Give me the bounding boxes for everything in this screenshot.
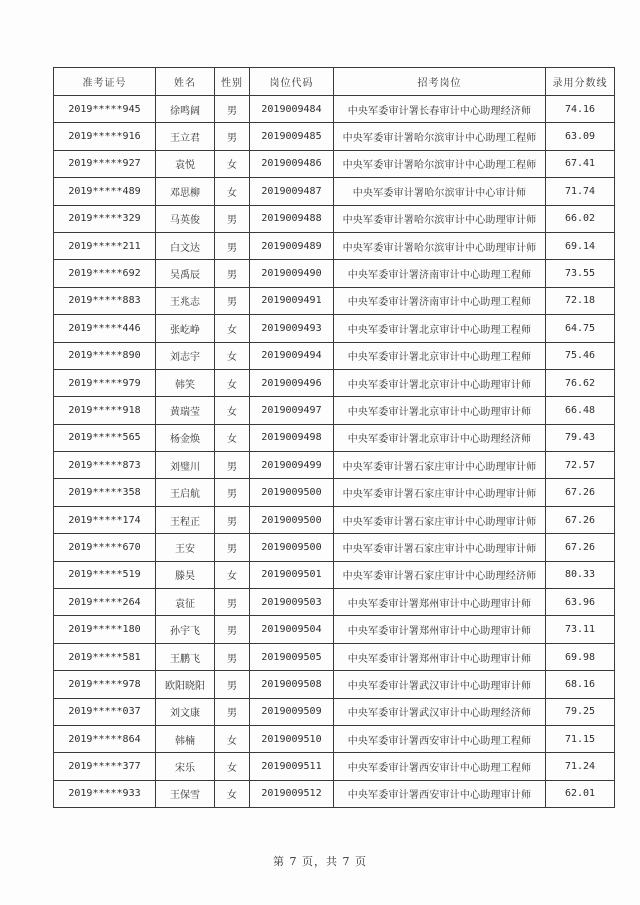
cell-position-code: 2019009484 — [250, 96, 334, 123]
cell-name: 杨金焕 — [156, 424, 215, 451]
cell-exam-id: 2019*****377 — [54, 753, 156, 780]
cell-score: 79.43 — [546, 424, 615, 451]
cell-name: 张屹峥 — [156, 315, 215, 342]
cell-score: 80.33 — [546, 561, 615, 588]
page-number: 第 7 页，共 7 页 — [273, 855, 367, 868]
cell-position-code: 2019009497 — [250, 397, 334, 424]
cell-gender: 男 — [215, 506, 250, 533]
cell-gender: 女 — [215, 561, 250, 588]
cell-exam-id: 2019*****037 — [54, 698, 156, 725]
cell-position: 中央军委审计署北京审计中心助理经济师 — [334, 424, 546, 451]
cell-gender: 男 — [215, 479, 250, 506]
table-row — [54, 725, 615, 752]
cell-exam-id: 2019*****978 — [54, 671, 156, 698]
cell-gender: 女 — [215, 725, 250, 752]
cell-score: 79.25 — [546, 698, 615, 725]
cell-exam-id: 2019*****890 — [54, 342, 156, 369]
cell-score: 72.18 — [546, 287, 615, 314]
cell-position: 中央军委审计署北京审计中心助理工程师 — [334, 315, 546, 342]
cell-gender: 男 — [215, 205, 250, 232]
cell-score: 63.96 — [546, 589, 615, 616]
table-row — [54, 315, 615, 342]
cell-position: 中央军委审计署石家庄审计中心助理经济师 — [334, 561, 546, 588]
cell-exam-id: 2019*****358 — [54, 479, 156, 506]
cell-position: 中央军委审计署郑州审计中心助理审计师 — [334, 643, 546, 670]
cell-score: 71.24 — [546, 753, 615, 780]
cell-gender: 男 — [215, 616, 250, 643]
cell-score: 71.74 — [546, 178, 615, 205]
cell-name: 吴禹辰 — [156, 260, 215, 287]
table-row — [54, 369, 615, 396]
cell-gender: 男 — [215, 671, 250, 698]
cell-position-code: 2019009496 — [250, 369, 334, 396]
table-row — [54, 287, 615, 314]
cell-gender: 女 — [215, 150, 250, 177]
cell-score: 67.26 — [546, 479, 615, 506]
cell-name: 王保雪 — [156, 780, 215, 807]
admission-score-table — [53, 67, 615, 808]
table-row — [54, 205, 615, 232]
cell-position-code: 2019009491 — [250, 287, 334, 314]
cell-name: 王鹏飞 — [156, 643, 215, 670]
cell-position: 中央军委审计署西安审计中心助理工程师 — [334, 753, 546, 780]
cell-position-code: 2019009512 — [250, 780, 334, 807]
table-row — [54, 506, 615, 533]
cell-position: 中央军委审计署北京审计中心助理审计师 — [334, 397, 546, 424]
cell-exam-id: 2019*****581 — [54, 643, 156, 670]
cell-name: 滕昊 — [156, 561, 215, 588]
cell-position-code: 2019009509 — [250, 698, 334, 725]
table-row — [54, 123, 615, 150]
cell-position-code: 2019009505 — [250, 643, 334, 670]
cell-position: 中央军委审计署西安审计中心助理工程师 — [334, 725, 546, 752]
cell-name: 宋乐 — [156, 753, 215, 780]
table-row — [54, 780, 615, 807]
cell-exam-id: 2019*****446 — [54, 315, 156, 342]
cell-position: 中央军委审计署济南审计中心助理工程师 — [334, 260, 546, 287]
table-header-row — [54, 68, 615, 96]
cell-score: 68.16 — [546, 671, 615, 698]
cell-name: 袁悦 — [156, 150, 215, 177]
cell-position: 中央军委审计署哈尔滨审计中心助理审计师 — [334, 232, 546, 259]
cell-gender: 女 — [215, 753, 250, 780]
cell-score: 62.01 — [546, 780, 615, 807]
header-score: 录用分数线 — [546, 68, 615, 96]
cell-position: 中央军委审计署哈尔滨审计中心助理审计师 — [334, 205, 546, 232]
cell-score: 67.41 — [546, 150, 615, 177]
cell-position: 中央军委审计署石家庄审计中心助理审计师 — [334, 506, 546, 533]
cell-exam-id: 2019*****883 — [54, 287, 156, 314]
cell-name: 王程正 — [156, 506, 215, 533]
cell-position: 中央军委审计署石家庄审计中心助理审计师 — [334, 452, 546, 479]
cell-exam-id: 2019*****918 — [54, 397, 156, 424]
header-gender: 性别 — [215, 68, 250, 96]
cell-score: 74.16 — [546, 96, 615, 123]
cell-score: 72.57 — [546, 452, 615, 479]
table-row — [54, 452, 615, 479]
cell-score: 75.46 — [546, 342, 615, 369]
cell-position-code: 2019009500 — [250, 479, 334, 506]
cell-exam-id: 2019*****211 — [54, 232, 156, 259]
cell-exam-id: 2019*****174 — [54, 506, 156, 533]
cell-score: 67.26 — [546, 534, 615, 561]
cell-position: 中央军委审计署武汉审计中心助理经济师 — [334, 698, 546, 725]
cell-score: 69.14 — [546, 232, 615, 259]
cell-gender: 女 — [215, 780, 250, 807]
cell-gender: 男 — [215, 287, 250, 314]
cell-exam-id: 2019*****180 — [54, 616, 156, 643]
cell-exam-id: 2019*****565 — [54, 424, 156, 451]
cell-position: 中央军委审计署郑州审计中心助理审计师 — [334, 616, 546, 643]
cell-exam-id: 2019*****927 — [54, 150, 156, 177]
cell-gender: 男 — [215, 698, 250, 725]
cell-name: 刘文康 — [156, 698, 215, 725]
cell-position-code: 2019009501 — [250, 561, 334, 588]
cell-gender: 男 — [215, 260, 250, 287]
cell-gender: 女 — [215, 315, 250, 342]
cell-gender: 男 — [215, 232, 250, 259]
cell-name: 白文达 — [156, 232, 215, 259]
cell-position-code: 2019009511 — [250, 753, 334, 780]
header-position: 招考岗位 — [334, 68, 546, 96]
cell-position-code: 2019009500 — [250, 506, 334, 533]
cell-score: 66.48 — [546, 397, 615, 424]
header-name: 姓名 — [156, 68, 215, 96]
cell-position-code: 2019009487 — [250, 178, 334, 205]
cell-exam-id: 2019*****670 — [54, 534, 156, 561]
cell-exam-id: 2019*****692 — [54, 260, 156, 287]
cell-name: 马英俊 — [156, 205, 215, 232]
cell-position-code: 2019009485 — [250, 123, 334, 150]
cell-name: 刘璧川 — [156, 452, 215, 479]
table-row — [54, 479, 615, 506]
cell-position: 中央军委审计署哈尔滨审计中心助理工程师 — [334, 150, 546, 177]
cell-gender: 男 — [215, 123, 250, 150]
cell-exam-id: 2019*****873 — [54, 452, 156, 479]
cell-exam-id: 2019*****264 — [54, 589, 156, 616]
cell-exam-id: 2019*****916 — [54, 123, 156, 150]
cell-position-code: 2019009488 — [250, 205, 334, 232]
table-row — [54, 397, 615, 424]
table-row — [54, 698, 615, 725]
cell-position: 中央军委审计署哈尔滨审计中心审计师 — [334, 178, 546, 205]
cell-position-code: 2019009493 — [250, 315, 334, 342]
cell-name: 邓思柳 — [156, 178, 215, 205]
cell-gender: 男 — [215, 534, 250, 561]
cell-name: 欧阳晓阳 — [156, 671, 215, 698]
cell-position: 中央军委审计署北京审计中心助理审计师 — [334, 369, 546, 396]
cell-gender: 女 — [215, 178, 250, 205]
table-row — [54, 561, 615, 588]
cell-position-code: 2019009498 — [250, 424, 334, 451]
cell-position-code: 2019009494 — [250, 342, 334, 369]
cell-score: 76.62 — [546, 369, 615, 396]
cell-exam-id: 2019*****945 — [54, 96, 156, 123]
table-row — [54, 150, 615, 177]
cell-position: 中央军委审计署济南审计中心助理工程师 — [334, 287, 546, 314]
cell-name: 刘志宇 — [156, 342, 215, 369]
cell-gender: 男 — [215, 96, 250, 123]
cell-position-code: 2019009486 — [250, 150, 334, 177]
table-row — [54, 589, 615, 616]
cell-name: 徐鸣阔 — [156, 96, 215, 123]
cell-name: 王启航 — [156, 479, 215, 506]
cell-name: 袁征 — [156, 589, 215, 616]
cell-score: 64.75 — [546, 315, 615, 342]
cell-score: 71.15 — [546, 725, 615, 752]
table-row — [54, 96, 615, 123]
cell-score: 69.98 — [546, 643, 615, 670]
cell-name: 王立君 — [156, 123, 215, 150]
cell-name: 王兆志 — [156, 287, 215, 314]
cell-position: 中央军委审计署北京审计中心助理工程师 — [334, 342, 546, 369]
cell-position: 中央军委审计署西安审计中心助理审计师 — [334, 780, 546, 807]
table-row — [54, 260, 615, 287]
table-row — [54, 342, 615, 369]
table-row — [54, 424, 615, 451]
cell-position-code: 2019009504 — [250, 616, 334, 643]
header-position-code: 岗位代码 — [250, 68, 334, 96]
cell-name: 王安 — [156, 534, 215, 561]
table-row — [54, 534, 615, 561]
cell-gender: 男 — [215, 643, 250, 670]
cell-position-code: 2019009489 — [250, 232, 334, 259]
cell-score: 73.11 — [546, 616, 615, 643]
cell-name: 孙宇飞 — [156, 616, 215, 643]
table-row — [54, 671, 615, 698]
cell-name: 黄瑞莹 — [156, 397, 215, 424]
cell-exam-id: 2019*****329 — [54, 205, 156, 232]
cell-gender: 女 — [215, 397, 250, 424]
cell-position-code: 2019009510 — [250, 725, 334, 752]
cell-gender: 女 — [215, 369, 250, 396]
cell-position: 中央军委审计署长春审计中心助理经济师 — [334, 96, 546, 123]
cell-position: 中央军委审计署石家庄审计中心助理审计师 — [334, 534, 546, 561]
cell-score: 66.02 — [546, 205, 615, 232]
cell-gender: 男 — [215, 589, 250, 616]
table-row — [54, 232, 615, 259]
cell-score: 63.09 — [546, 123, 615, 150]
cell-exam-id: 2019*****519 — [54, 561, 156, 588]
cell-name: 韩楠 — [156, 725, 215, 752]
table-row — [54, 753, 615, 780]
table-row — [54, 616, 615, 643]
cell-position: 中央军委审计署郑州审计中心助理审计师 — [334, 589, 546, 616]
cell-position: 中央军委审计署哈尔滨审计中心助理工程师 — [334, 123, 546, 150]
cell-name: 韩笑 — [156, 369, 215, 396]
cell-exam-id: 2019*****979 — [54, 369, 156, 396]
cell-score: 73.55 — [546, 260, 615, 287]
cell-gender: 女 — [215, 424, 250, 451]
cell-position: 中央军委审计署武汉审计中心助理审计师 — [334, 671, 546, 698]
table-row — [54, 178, 615, 205]
cell-position-code: 2019009499 — [250, 452, 334, 479]
cell-position-code: 2019009508 — [250, 671, 334, 698]
cell-exam-id: 2019*****933 — [54, 780, 156, 807]
cell-position-code: 2019009500 — [250, 534, 334, 561]
cell-gender: 女 — [215, 342, 250, 369]
cell-gender: 男 — [215, 452, 250, 479]
table-row — [54, 643, 615, 670]
header-exam-id: 准考证号 — [54, 68, 156, 96]
cell-position-code: 2019009503 — [250, 589, 334, 616]
cell-exam-id: 2019*****864 — [54, 725, 156, 752]
cell-score: 67.26 — [546, 506, 615, 533]
cell-position-code: 2019009490 — [250, 260, 334, 287]
table-body — [54, 96, 615, 808]
cell-position: 中央军委审计署石家庄审计中心助理审计师 — [334, 479, 546, 506]
cell-exam-id: 2019*****489 — [54, 178, 156, 205]
